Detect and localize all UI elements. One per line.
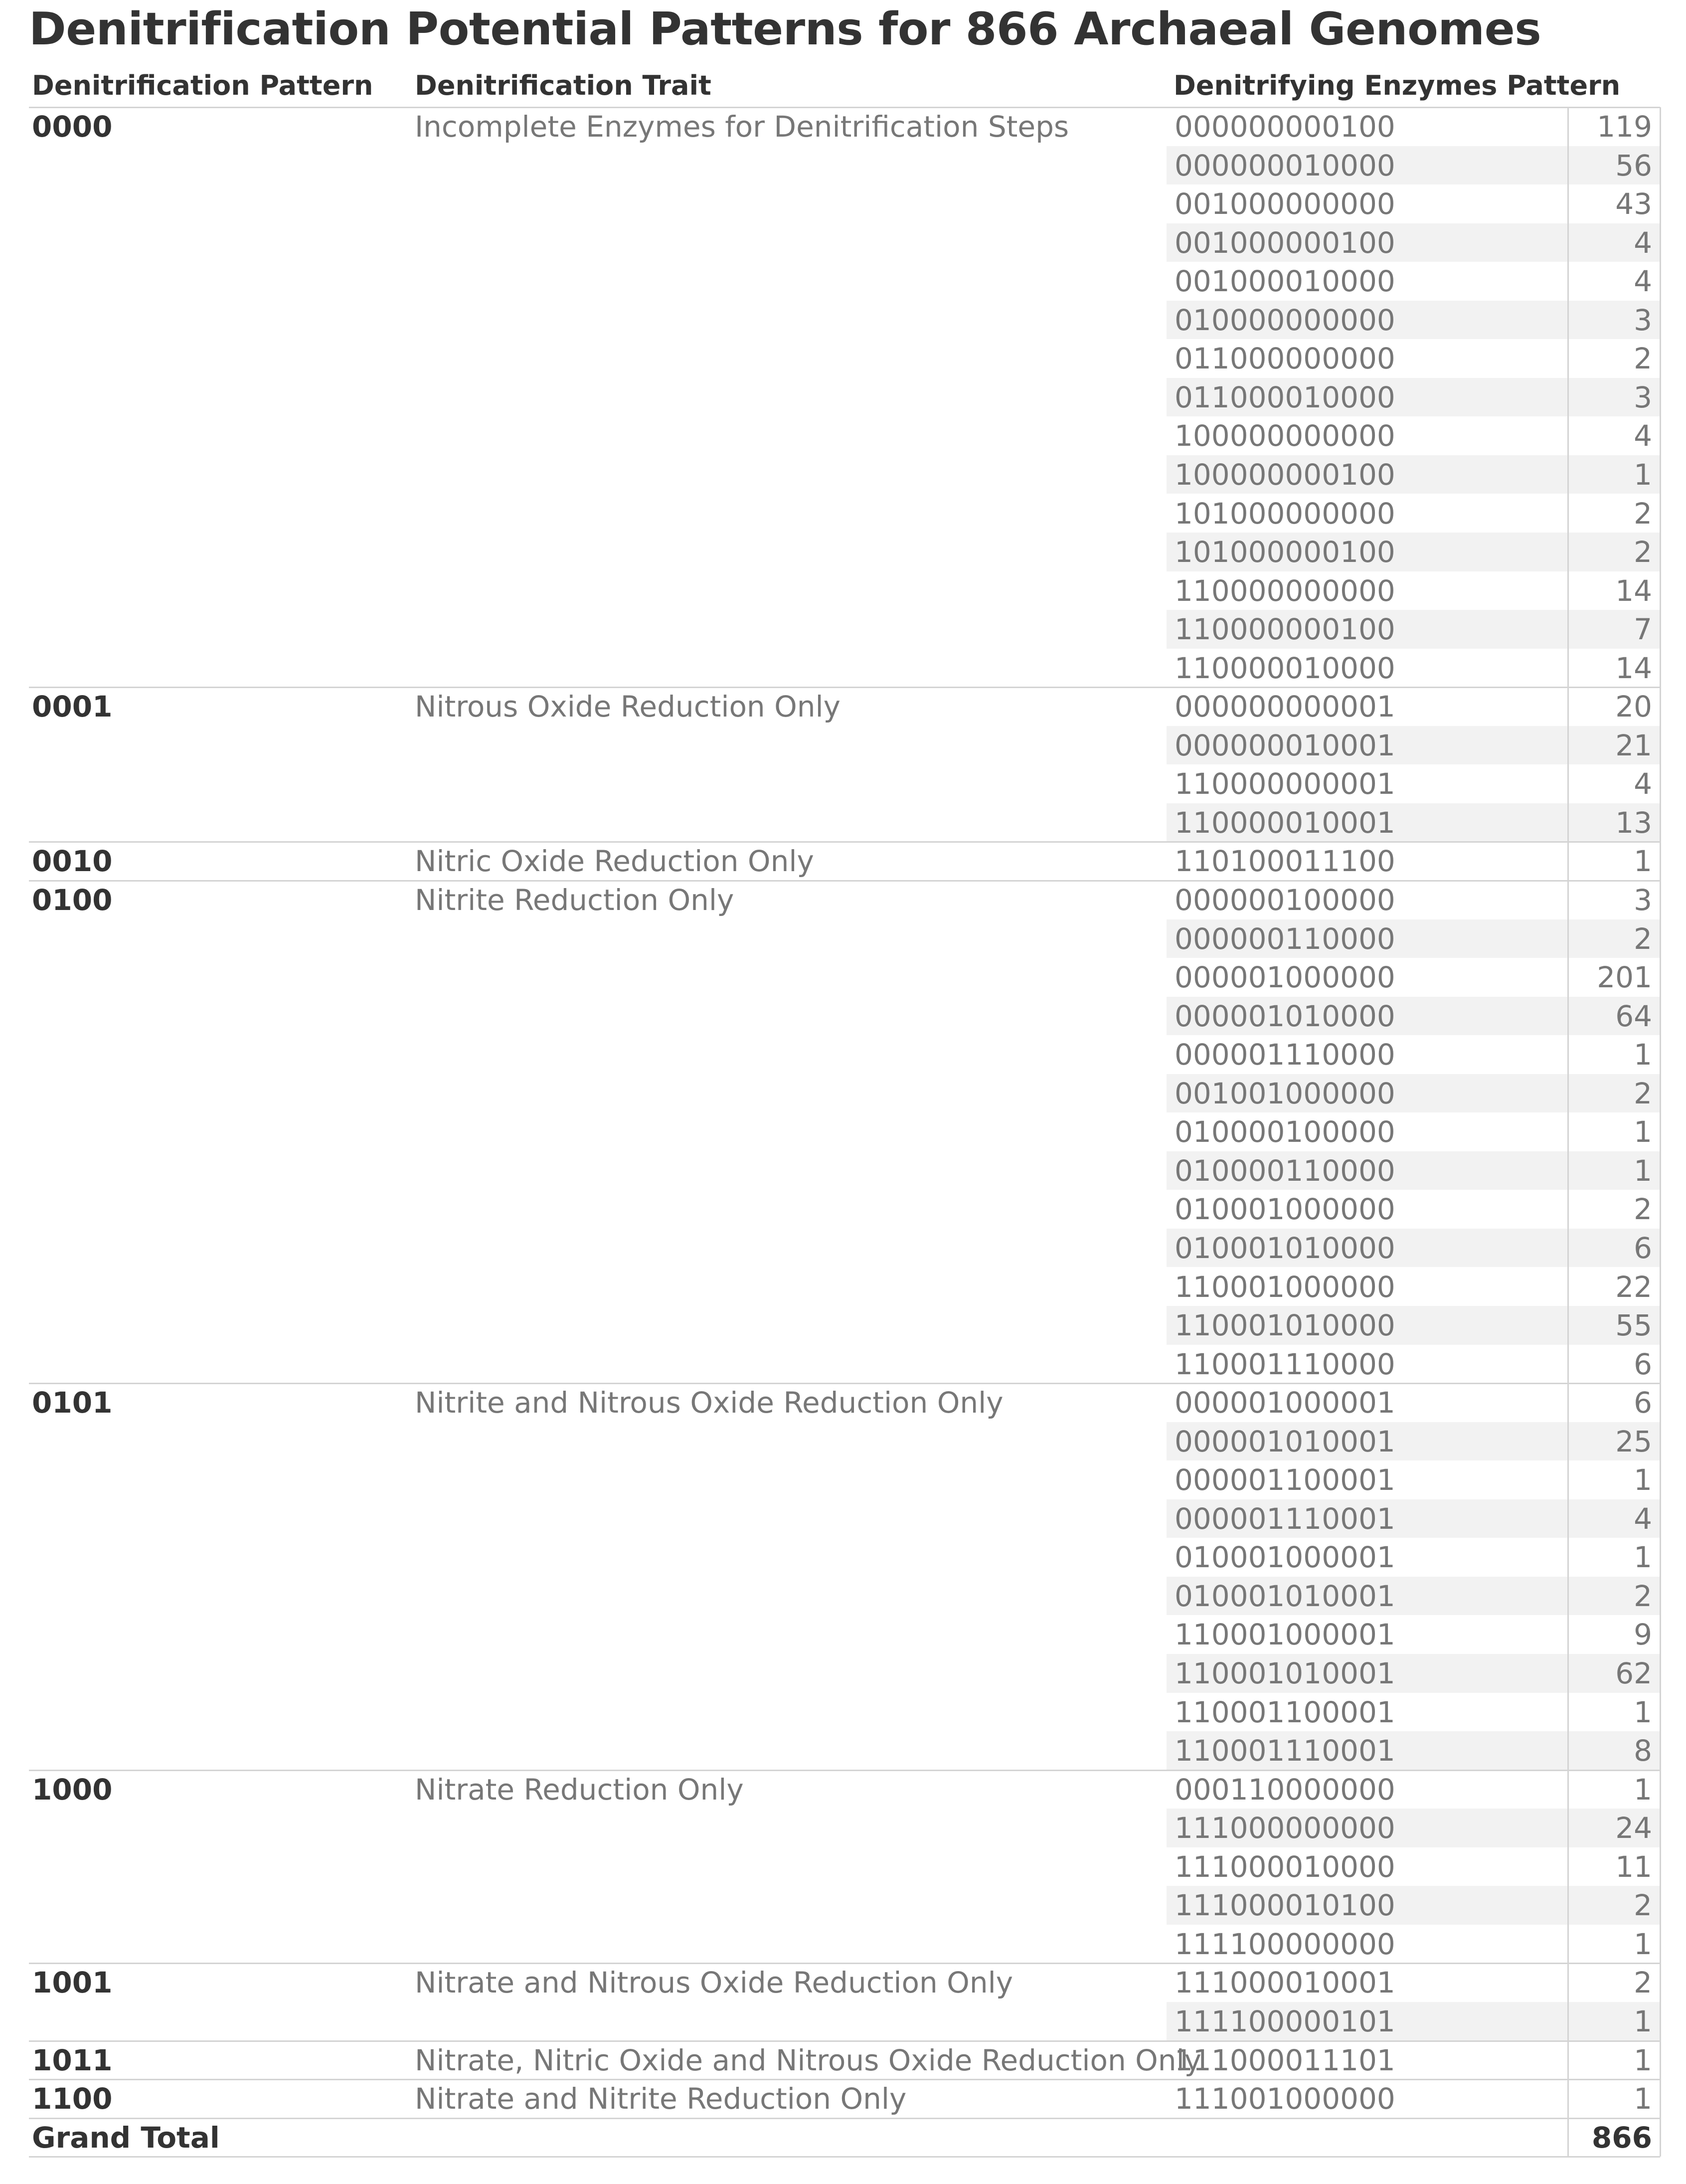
- count-cell: 1: [1634, 844, 1652, 879]
- count-cell: 6: [1634, 1347, 1652, 1381]
- count-cell: 4: [1634, 264, 1652, 299]
- enzyme-pattern-cell: 100000000100: [1175, 457, 1395, 492]
- count-cell: 9: [1634, 1618, 1652, 1652]
- enzyme-pattern-cell: 101000000100: [1175, 535, 1395, 569]
- grand-total-underline: [29, 2156, 1660, 2158]
- enzyme-pattern-cell: 000001110001: [1175, 1501, 1395, 1536]
- enzyme-pattern-cell: 000001000001: [1175, 1386, 1395, 1420]
- count-cell: 1: [1634, 1153, 1652, 1188]
- group-divider: [29, 687, 1660, 688]
- enzyme-pattern-cell: 110000010000: [1175, 651, 1395, 685]
- enzyme-pattern-cell: 000001110000: [1175, 1038, 1395, 1072]
- column-header-pattern: Denitrification Pattern: [32, 70, 373, 101]
- count-cell: 3: [1634, 380, 1652, 414]
- count-cell: 119: [1597, 110, 1652, 144]
- trait-cell: Nitrate Reduction Only: [415, 1772, 744, 1807]
- pattern-cell: 0000: [32, 110, 113, 144]
- count-cell: 43: [1615, 187, 1652, 221]
- count-cell: 6: [1634, 1386, 1652, 1420]
- enzyme-pattern-cell: 111000010000: [1175, 1849, 1395, 1884]
- count-cell: 20: [1615, 690, 1652, 724]
- count-cell: 201: [1597, 960, 1652, 995]
- enzyme-pattern-cell: 000000110000: [1175, 921, 1395, 956]
- enzyme-pattern-cell: 110000010001: [1175, 805, 1395, 840]
- enzyme-pattern-cell: 010001010001: [1175, 1579, 1395, 1613]
- count-cell: 2: [1634, 1192, 1652, 1227]
- enzyme-pattern-cell: 010000000000: [1175, 303, 1395, 337]
- count-cell: 1: [1634, 1540, 1652, 1575]
- enzyme-pattern-cell: 000000100000: [1175, 883, 1395, 917]
- enzyme-pattern-cell: 000001000000: [1175, 960, 1395, 995]
- count-cell: 56: [1615, 148, 1652, 182]
- count-cell: 3: [1634, 883, 1652, 917]
- count-cell: 64: [1615, 999, 1652, 1033]
- trait-cell: Nitrate and Nitrite Reduction Only: [415, 2082, 907, 2116]
- enzyme-pattern-cell: 000000000001: [1175, 690, 1395, 724]
- trait-cell: Nitrate, Nitric Oxide and Nitrous Oxide Reduction Only: [415, 2043, 1202, 2077]
- count-cell: 2: [1634, 1966, 1652, 2000]
- count-cell: 13: [1615, 805, 1652, 840]
- enzyme-pattern-cell: 111000000000: [1175, 1811, 1395, 1845]
- pattern-cell: 0100: [32, 883, 113, 917]
- count-cell: 3: [1634, 303, 1652, 337]
- count-cell: 8: [1634, 1734, 1652, 1768]
- count-cell: 14: [1615, 573, 1652, 608]
- count-cell: 14: [1615, 651, 1652, 685]
- count-cell: 2: [1634, 1076, 1652, 1110]
- count-cell: 2: [1634, 921, 1652, 956]
- enzyme-pattern-cell: 110001110001: [1175, 1734, 1395, 1768]
- count-cell: 2: [1634, 1888, 1652, 1923]
- count-cell: 11: [1615, 1849, 1652, 1884]
- pattern-cell: 1100: [32, 2082, 113, 2116]
- enzyme-pattern-cell: 001000010000: [1175, 264, 1395, 299]
- group-divider: [29, 1770, 1660, 1771]
- enzyme-pattern-cell: 111001000000: [1175, 2082, 1395, 2116]
- count-cell: 22: [1615, 1270, 1652, 1304]
- enzyme-pattern-cell: 010000110000: [1175, 1153, 1395, 1188]
- count-cell: 1: [1634, 1115, 1652, 1149]
- enzyme-pattern-cell: 001000000100: [1175, 225, 1395, 260]
- enzyme-pattern-cell: 000000010001: [1175, 728, 1395, 762]
- count-cell: 1: [1634, 1038, 1652, 1072]
- enzyme-pattern-cell: 110001010000: [1175, 1308, 1395, 1343]
- count-cell: 4: [1634, 225, 1652, 260]
- column-header-trait: Denitrification Trait: [415, 70, 711, 101]
- enzyme-pattern-cell: 111000010001: [1175, 1966, 1395, 2000]
- count-cell: 2: [1634, 496, 1652, 531]
- pattern-cell: 0101: [32, 1386, 113, 1420]
- count-cell: 62: [1615, 1656, 1652, 1690]
- column-header-enzymes: Denitrifying Enzymes Pattern: [1174, 70, 1621, 101]
- enzyme-pattern-cell: 000000010000: [1175, 148, 1395, 182]
- enzyme-pattern-cell: 001001000000: [1175, 1076, 1395, 1110]
- trait-cell: Incomplete Enzymes for Denitrification Steps: [415, 110, 1069, 144]
- pattern-cell: 1011: [32, 2043, 113, 2077]
- enzyme-pattern-cell: 110001000000: [1175, 1270, 1395, 1304]
- grand-total-label: Grand Total: [32, 2120, 220, 2155]
- count-cell: 1: [1634, 1463, 1652, 1497]
- count-cell: 1: [1634, 1772, 1652, 1807]
- count-cell: 2: [1634, 1579, 1652, 1613]
- count-cell: 2: [1634, 535, 1652, 569]
- enzyme-pattern-cell: 111000010100: [1175, 1888, 1395, 1923]
- enzyme-pattern-cell: 011000000000: [1175, 342, 1395, 376]
- count-cell: 2: [1634, 342, 1652, 376]
- count-cell: 25: [1615, 1424, 1652, 1458]
- table-right-border: [1660, 107, 1661, 2157]
- count-cell: 7: [1634, 612, 1652, 647]
- count-cell: 1: [1634, 2004, 1652, 2038]
- enzyme-pattern-cell: 110000000100: [1175, 612, 1395, 647]
- enzyme-pattern-cell: 000001010001: [1175, 1424, 1395, 1458]
- count-cell: 6: [1634, 1231, 1652, 1265]
- enzyme-pattern-cell: 111100000101: [1175, 2004, 1395, 2038]
- chart-title: Denitrification Potential Patterns for 866 Archaeal Genomes: [29, 3, 1541, 55]
- count-column-separator: [1567, 107, 1569, 2157]
- pattern-cell: 0001: [32, 690, 113, 724]
- enzyme-pattern-cell: 110000000000: [1175, 573, 1395, 608]
- enzyme-pattern-cell: 000110000000: [1175, 1772, 1395, 1807]
- count-cell: 1: [1634, 1695, 1652, 1729]
- pattern-cell: 1001: [32, 1966, 113, 2000]
- trait-cell: Nitric Oxide Reduction Only: [415, 844, 814, 879]
- enzyme-pattern-cell: 010000100000: [1175, 1115, 1395, 1149]
- count-cell: 4: [1634, 767, 1652, 801]
- group-divider: [29, 841, 1660, 843]
- count-cell: 4: [1634, 1501, 1652, 1536]
- group-divider: [29, 880, 1660, 882]
- count-cell: 24: [1615, 1811, 1652, 1845]
- count-cell: 1: [1634, 1927, 1652, 1961]
- count-cell: 55: [1615, 1308, 1652, 1343]
- enzyme-pattern-cell: 101000000000: [1175, 496, 1395, 531]
- count-cell: 4: [1634, 419, 1652, 453]
- trait-cell: Nitrous Oxide Reduction Only: [415, 690, 841, 724]
- enzyme-pattern-cell: 110100011100: [1175, 844, 1395, 879]
- enzyme-pattern-cell: 111100000000: [1175, 1927, 1395, 1961]
- enzyme-pattern-cell: 011000010000: [1175, 380, 1395, 414]
- enzyme-pattern-cell: 110000000001: [1175, 767, 1395, 801]
- enzyme-pattern-cell: 111000011101: [1175, 2043, 1395, 2077]
- trait-cell: Nitrate and Nitrous Oxide Reduction Only: [415, 1966, 1013, 2000]
- group-divider: [29, 2118, 1660, 2119]
- enzyme-pattern-cell: 001000000000: [1175, 187, 1395, 221]
- count-cell: 1: [1634, 2082, 1652, 2116]
- enzyme-pattern-cell: 110001000001: [1175, 1618, 1395, 1652]
- count-cell: 1: [1634, 2043, 1652, 2077]
- grand-total-value: 866: [1591, 2120, 1652, 2155]
- trait-cell: Nitrite and Nitrous Oxide Reduction Only: [415, 1386, 1004, 1420]
- enzyme-pattern-cell: 010001000001: [1175, 1540, 1395, 1575]
- pattern-cell: 1000: [32, 1772, 113, 1807]
- enzyme-pattern-cell: 000001010000: [1175, 999, 1395, 1033]
- count-cell: 21: [1615, 728, 1652, 762]
- trait-cell: Nitrite Reduction Only: [415, 883, 734, 917]
- enzyme-pattern-cell: 100000000000: [1175, 419, 1395, 453]
- enzyme-pattern-cell: 110001100001: [1175, 1695, 1395, 1729]
- enzyme-pattern-cell: 010001000000: [1175, 1192, 1395, 1227]
- count-cell: 1: [1634, 457, 1652, 492]
- pattern-cell: 0010: [32, 844, 113, 879]
- enzyme-pattern-cell: 000001100001: [1175, 1463, 1395, 1497]
- enzyme-pattern-cell: 110001110000: [1175, 1347, 1395, 1381]
- enzyme-pattern-cell: 110001010001: [1175, 1656, 1395, 1690]
- enzyme-pattern-cell: 010001010000: [1175, 1231, 1395, 1265]
- enzyme-pattern-cell: 000000000100: [1175, 110, 1395, 144]
